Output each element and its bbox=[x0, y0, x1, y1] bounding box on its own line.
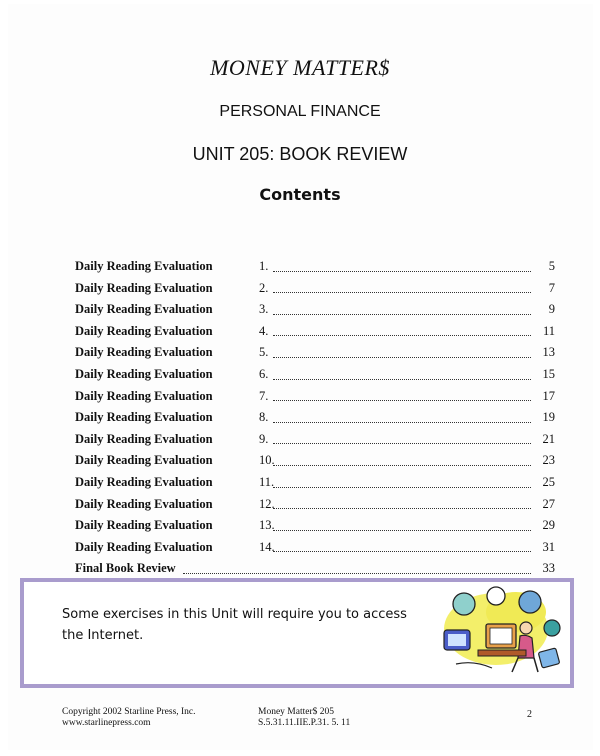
toc-row bbox=[75, 407, 555, 429]
footer-course: Money Matter$ 205 bbox=[258, 707, 334, 717]
footer-page-number: 2 bbox=[527, 709, 532, 720]
toc-dot-leader bbox=[273, 443, 531, 444]
toc-entry-number: 14. bbox=[259, 539, 275, 554]
toc-row bbox=[75, 278, 555, 300]
toc-entry-label: Final Book Review bbox=[75, 561, 176, 576]
toc-row bbox=[75, 299, 555, 321]
toc-row bbox=[75, 472, 555, 494]
toc-entry-label: Daily Reading Evaluation bbox=[75, 496, 213, 511]
toc-entry-number: 11. bbox=[259, 474, 275, 489]
internet-note-text: Some exercises in this Unit will require you to access the Internet. bbox=[62, 607, 407, 643]
toc-entry-number: 8. bbox=[259, 410, 269, 425]
toc-dot-leader bbox=[183, 573, 531, 574]
toc-entry-label: Daily Reading Evaluation bbox=[75, 366, 213, 381]
toc-page-number: 19 bbox=[542, 410, 555, 425]
toc-entry-number: 1. bbox=[259, 259, 269, 273]
toc-entry-number: 12. bbox=[259, 496, 275, 511]
toc-row bbox=[75, 364, 555, 386]
footer-website: www.starlinepress.com bbox=[62, 718, 151, 728]
toc-row bbox=[75, 494, 555, 516]
toc-dot-leader bbox=[273, 379, 531, 380]
toc-page-number: 31 bbox=[542, 539, 555, 554]
toc-entry-label: Daily Reading Evaluation bbox=[75, 453, 213, 468]
toc-dot-leader bbox=[273, 487, 531, 488]
toc-dot-leader bbox=[273, 314, 531, 315]
toc-dot-leader bbox=[273, 292, 531, 293]
internet-note-box bbox=[20, 578, 574, 688]
toc-dot-leader bbox=[273, 465, 531, 466]
toc-entry-number: 4. bbox=[259, 323, 269, 338]
toc-entry-label: Daily Reading Evaluation bbox=[75, 431, 213, 446]
toc-page-number: 33 bbox=[542, 561, 555, 576]
footer-left bbox=[62, 707, 196, 729]
toc-page-number: 7 bbox=[548, 280, 555, 295]
toc-page-number: 17 bbox=[542, 388, 555, 403]
toc-dot-leader bbox=[273, 551, 531, 552]
toc-entry-number: 6. bbox=[259, 366, 269, 381]
toc-entry-label: Daily Reading Evaluation bbox=[75, 302, 213, 317]
toc-entry-number: 3. bbox=[259, 302, 269, 317]
toc-entry-label: Daily Reading Evaluation bbox=[75, 388, 213, 403]
toc-entry-label: Daily Reading Evaluation bbox=[75, 345, 213, 360]
toc-row bbox=[75, 256, 555, 278]
book-subtitle: PERSONAL FINANCE bbox=[219, 103, 381, 120]
footer-middle bbox=[258, 707, 350, 729]
contents-heading: Contents bbox=[259, 185, 341, 204]
toc-entry-label: Daily Reading Evaluation bbox=[75, 280, 213, 295]
toc-dot-leader bbox=[273, 530, 531, 531]
toc-page-number: 25 bbox=[542, 474, 555, 489]
toc-row bbox=[75, 429, 555, 451]
toc-entry-number: 5. bbox=[259, 345, 269, 360]
toc-entry-number: 10. bbox=[259, 453, 275, 468]
toc-entry-number: 7. bbox=[259, 388, 269, 403]
toc-entry-number: 13. bbox=[259, 518, 275, 533]
toc-entry-label: Daily Reading Evaluation bbox=[75, 474, 213, 489]
footer-code: S.5.31.11.IIE.P.31. 5. 11 bbox=[258, 718, 351, 728]
page-footer bbox=[0, 707, 600, 737]
toc-entry-label: Daily Reading Evaluation bbox=[75, 518, 213, 533]
toc-entry-number: 9. bbox=[259, 431, 269, 446]
toc-entry-label: Daily Reading Evaluation bbox=[75, 539, 213, 554]
toc-dot-leader bbox=[273, 335, 531, 336]
toc-page-number: 13 bbox=[542, 345, 555, 360]
toc-entry-number: 2. bbox=[259, 280, 269, 295]
toc-entry-label: Daily Reading Evaluation bbox=[75, 259, 213, 273]
toc-page-number: 27 bbox=[542, 496, 555, 511]
toc-page-number: 15 bbox=[542, 366, 555, 381]
toc-page-number: 23 bbox=[542, 453, 555, 468]
toc-page-number: 9 bbox=[548, 302, 555, 317]
toc-dot-leader bbox=[273, 271, 531, 272]
toc-entry-label: Daily Reading Evaluation bbox=[75, 323, 213, 338]
table-of-contents bbox=[75, 256, 555, 580]
toc-dot-leader bbox=[273, 422, 531, 423]
computer-user-clipart-icon bbox=[434, 584, 564, 684]
toc-page-number: 21 bbox=[542, 431, 555, 446]
toc-dot-leader bbox=[273, 400, 531, 401]
toc-row bbox=[75, 386, 555, 408]
unit-title: UNIT 205: BOOK REVIEW bbox=[192, 144, 408, 164]
book-title: MONEY MATTER$ bbox=[210, 55, 390, 80]
toc-row bbox=[75, 450, 555, 472]
footer-copyright: Copyright 2002 Starline Press, Inc. bbox=[62, 707, 196, 717]
toc-row bbox=[75, 515, 555, 537]
toc-row bbox=[75, 537, 555, 559]
toc-page-number: 29 bbox=[542, 518, 555, 533]
toc-dot-leader bbox=[273, 357, 531, 358]
toc-row bbox=[75, 342, 555, 364]
toc-dot-leader bbox=[273, 508, 531, 509]
toc-row bbox=[75, 321, 555, 343]
toc-row bbox=[75, 558, 555, 580]
toc-entry-label: Daily Reading Evaluation bbox=[75, 410, 213, 425]
toc-page-number: 5 bbox=[548, 259, 555, 273]
toc-page-number: 11 bbox=[542, 323, 555, 338]
